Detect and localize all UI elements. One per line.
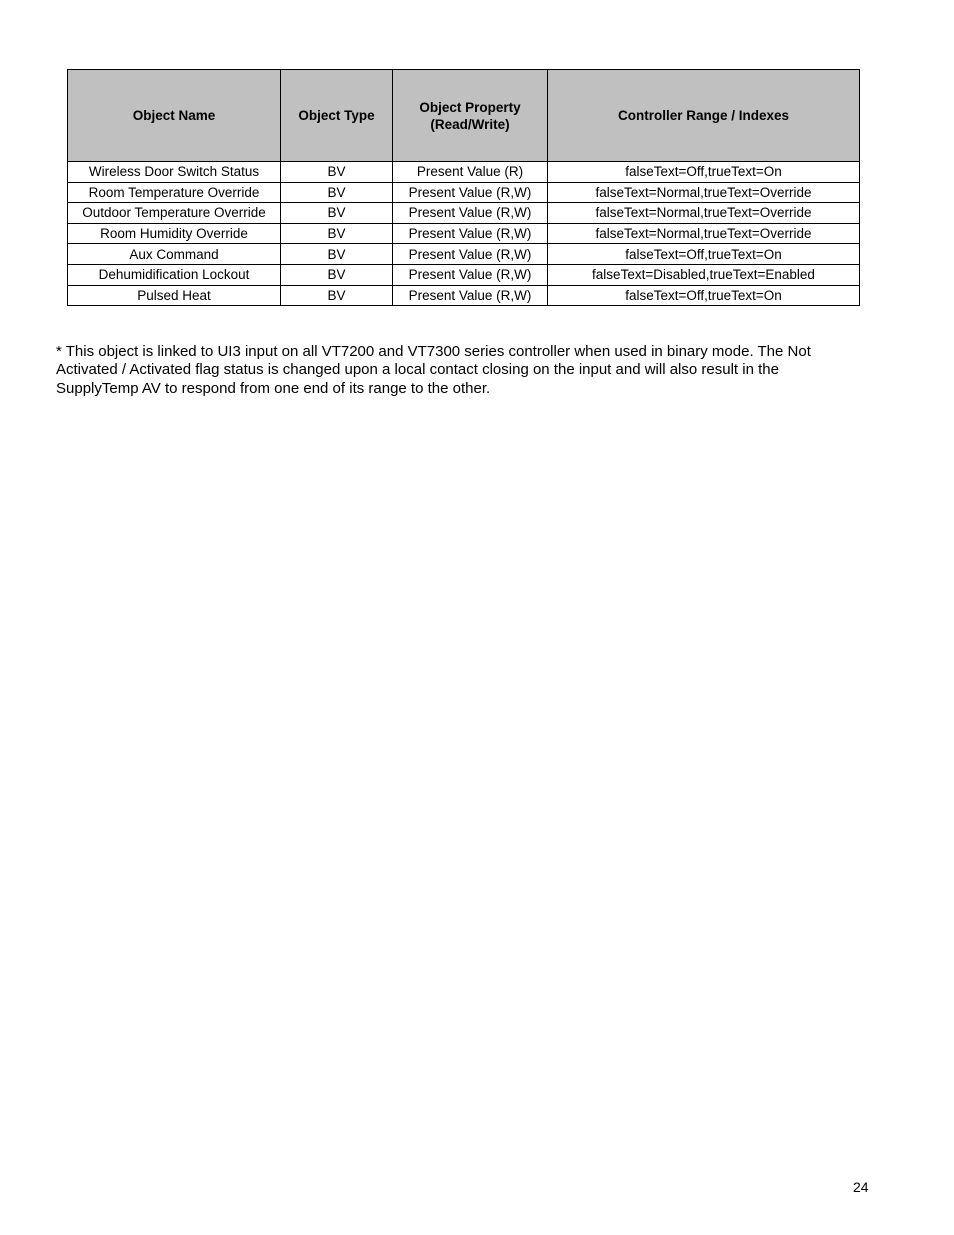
cell-object-property: Present Value (R,W) xyxy=(393,285,548,306)
cell-object-name: Aux Command xyxy=(68,244,281,265)
cell-object-name: Dehumidification Lockout xyxy=(68,264,281,285)
table-row xyxy=(68,264,860,285)
header-object-type: Object Type xyxy=(281,70,393,162)
table-row xyxy=(68,223,860,244)
cell-object-name: Pulsed Heat xyxy=(68,285,281,306)
cell-object-name: Outdoor Temperature Override xyxy=(68,203,281,224)
footnote: * This object is linked to UI3 input on all VT7200 and VT7300 series controller when used in binary mode. The Not Activated / Activated flag status is changed upon a local contact closing on the input and will also result in the SupplyTemp AV to respond from one end of its range to the other. xyxy=(56,343,811,397)
cell-controller-range: falseText=Normal,trueText=Override xyxy=(548,182,860,203)
table-body xyxy=(68,162,860,306)
cell-controller-range: falseText=Off,trueText=On xyxy=(548,162,860,183)
cell-object-property: Present Value (R,W) xyxy=(393,244,548,265)
cell-object-type: BV xyxy=(281,285,393,306)
cell-object-name: Room Temperature Override xyxy=(68,182,281,203)
header-object-name: Object Name xyxy=(68,70,281,162)
cell-controller-range: falseText=Disabled,trueText=Enabled xyxy=(548,264,860,285)
page-number: 24 xyxy=(853,1179,869,1195)
cell-controller-range: falseText=Off,trueText=On xyxy=(548,244,860,265)
table-row xyxy=(68,285,860,306)
cell-object-name: Room Humidity Override xyxy=(68,223,281,244)
cell-object-name: Wireless Door Switch Status xyxy=(68,162,281,183)
cell-controller-range: falseText=Normal,trueText=Override xyxy=(548,223,860,244)
cell-object-type: BV xyxy=(281,203,393,224)
cell-object-property: Present Value (R,W) xyxy=(393,182,548,203)
cell-object-type: BV xyxy=(281,244,393,265)
header-controller-range: Controller Range / Indexes xyxy=(548,70,860,162)
cell-object-type: BV xyxy=(281,162,393,183)
cell-controller-range: falseText=Off,trueText=On xyxy=(548,285,860,306)
table-header-row xyxy=(68,70,860,162)
cell-object-type: BV xyxy=(281,223,393,244)
cell-object-property: Present Value (R,W) xyxy=(393,223,548,244)
cell-controller-range: falseText=Normal,trueText=Override xyxy=(548,203,860,224)
table-row xyxy=(68,244,860,265)
objects-table xyxy=(67,69,860,306)
header-object-property: Object Property (Read/Write) xyxy=(393,70,548,162)
cell-object-type: BV xyxy=(281,264,393,285)
cell-object-property: Present Value (R) xyxy=(393,162,548,183)
cell-object-property: Present Value (R,W) xyxy=(393,264,548,285)
cell-object-property: Present Value (R,W) xyxy=(393,203,548,224)
cell-object-type: BV xyxy=(281,182,393,203)
table-row xyxy=(68,203,860,224)
table-row xyxy=(68,162,860,183)
table-row xyxy=(68,182,860,203)
